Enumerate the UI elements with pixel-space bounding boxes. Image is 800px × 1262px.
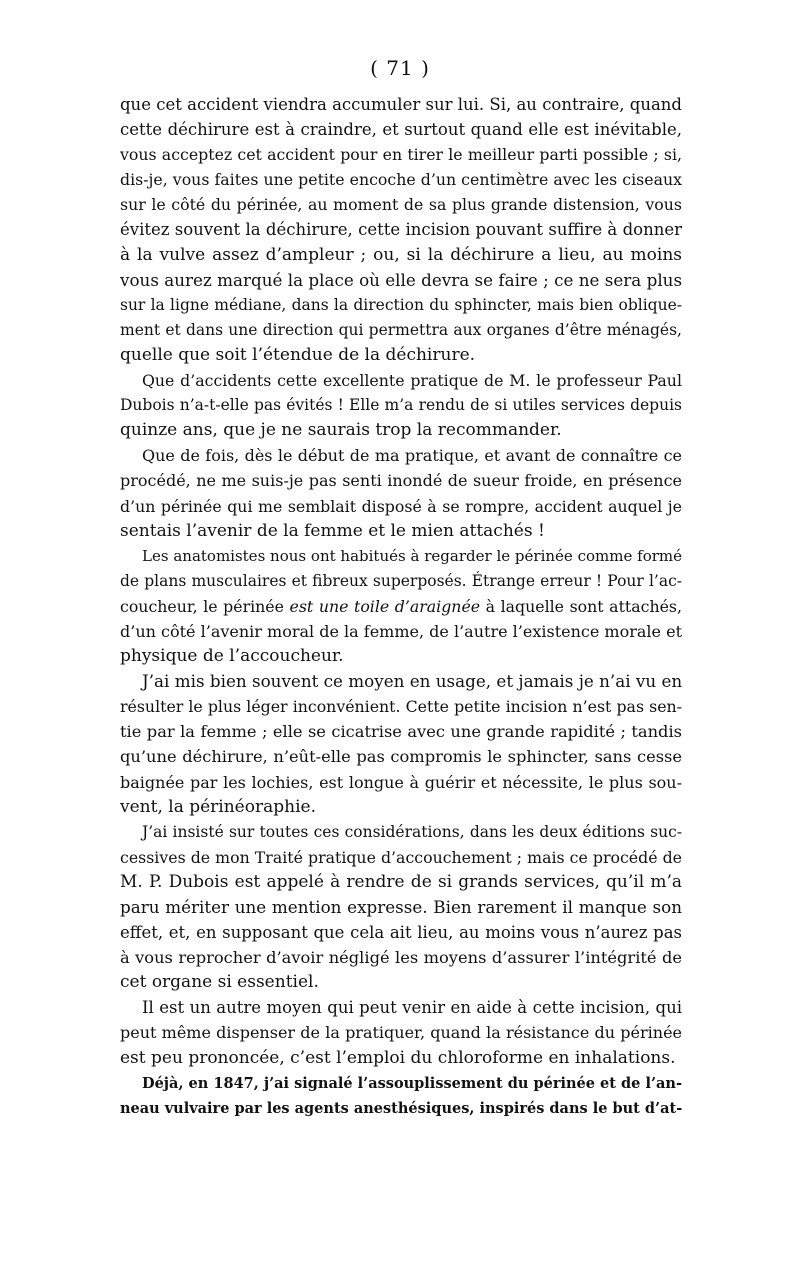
paragraph <box>120 368 682 443</box>
text-line: de plans musculaires et fibreux superposés. Étrange erreur ! Pour l’ac- <box>120 571 682 590</box>
text-line: à vous reprocher d’avoir négligé les moyens d’assurer l’intégrité de <box>120 948 682 968</box>
text-line: que cet accident viendra accumuler sur lui. Si, au contraire, quand <box>120 95 682 114</box>
paragraph <box>120 669 682 820</box>
text-line: cette déchirure est à craindre, et surtout quand elle est inévitable, <box>120 120 682 140</box>
paragraph <box>120 443 682 543</box>
text-line: à la vulve assez d’ampleur ; ou, si la déchirure a lieu, au moins <box>120 244 682 265</box>
text-line: J’ai mis bien souvent ce moyen en usage, et jamais je n’ai vu en <box>142 671 683 692</box>
text-line: tie par la femme ; elle se cicatrise avec une grande rapidité ; tandis <box>120 722 682 742</box>
paragraph <box>120 1071 682 1121</box>
text-line: Il est un autre moyen qui peut venir en aide à cette incision, qui <box>142 998 682 1018</box>
italic-phrase: est une toile d’araignée <box>289 596 481 616</box>
text-line: J’ai insisté sur toutes ces considérations, dans les deux éditions suc- <box>142 822 682 841</box>
text-line: d’un côté l’avenir moral de la femme, de l’autre l’existence morale et <box>120 621 682 641</box>
text-line: Que de fois, dès le début de ma pratique, et avant de connaître ce <box>142 446 682 466</box>
text-line: vent, la périnéoraphie. <box>120 796 316 817</box>
text-line: dis-je, vous faites une petite encoche d’un centimètre avec les ciseaux <box>120 170 682 190</box>
text-line: paru mériter une mention expresse. Bien rarement il manque son <box>120 897 682 917</box>
text-line-with-italic <box>120 594 682 619</box>
paragraph <box>120 995 682 1070</box>
text-line: quelle que soit l’étendue de la déchirure. <box>120 344 476 365</box>
text-line: cessives de mon Traité pratique d’accouchement ; mais ce procédé de <box>120 847 682 867</box>
text-line: Les anatomistes nous ont habitués à regarder le périnée comme formé <box>142 546 682 565</box>
text-line: peut même dispenser de la pratiquer, quand la résistance du périnée <box>120 1023 682 1043</box>
text-line: qu’une déchirure, n’eût-elle pas compromis le sphincter, sans cesse <box>120 747 682 767</box>
text-line: vous aurez marqué la place où elle devra se faire ; ce ne sera plus <box>120 269 683 290</box>
text-fragment: à laquelle sont attachés, <box>480 596 682 616</box>
page-number: ( 71 ) <box>370 56 430 80</box>
page-body <box>120 92 682 1121</box>
text-line: Dubois n’a-t-elle pas évités ! Elle m’a rendu de si utiles services depuis <box>120 396 682 415</box>
text-line: sur la ligne médiane, dans la direction du sphincter, mais bien oblique- <box>120 295 682 314</box>
text-line: physique de l’accoucheur. <box>120 646 344 667</box>
text-line: neau vulvaire par les agents anesthésiques, inspirés dans le but d’at- <box>120 1099 683 1117</box>
paragraph <box>120 544 682 669</box>
text-line: ment et dans une direction qui permettra aux organes d’être ménagés, <box>120 320 682 339</box>
text-line: Déjà, en 1847, j’ai signalé l’assouplissement du périnée et de l’an- <box>142 1074 682 1092</box>
text-line: cet organe si essentiel. <box>120 972 319 993</box>
text-line: sur le côté du périnée, au moment de sa plus grande distension, vous <box>120 195 682 215</box>
text-line: d’un périnée qui me semblait disposé à se rompre, accident auquel je <box>120 496 682 516</box>
text-line: procédé, ne me suis-je pas senti inondé de sueur froide, en présence <box>120 471 682 491</box>
paragraph <box>120 92 682 368</box>
text-line: M. P. Dubois est appelé à rendre de si grands services, qu’il m’a <box>120 871 682 892</box>
text-line: sentais l’avenir de la femme et le mien attachés ! <box>120 520 545 541</box>
text-line: évitez souvent la déchirure, cette incision pouvant suffire à donner <box>120 220 682 240</box>
text-line: Que d’accidents cette excellente pratique de M. le professeur Paul <box>142 371 682 391</box>
text-line: effet, et, en supposant que cela ait lieu, au moins vous n’aurez pas <box>120 923 682 943</box>
text-line: résulter le plus léger inconvénient. Cette petite incision n’est pas sen- <box>120 697 682 717</box>
paragraph <box>120 820 682 996</box>
text-line: baignée par les lochies, est longue à guérir et nécessite, le plus sou- <box>120 772 682 792</box>
text-fragment: coucheur, le périnée <box>120 596 290 616</box>
text-line: vous acceptez cet accident pour en tirer le meilleur parti possible ; si, <box>120 145 682 165</box>
text-line: est peu prononcée, c’est l’emploi du chloroforme en inhalations. <box>120 1047 676 1068</box>
text-line: quinze ans, que je ne saurais trop la recommander. <box>120 420 562 441</box>
